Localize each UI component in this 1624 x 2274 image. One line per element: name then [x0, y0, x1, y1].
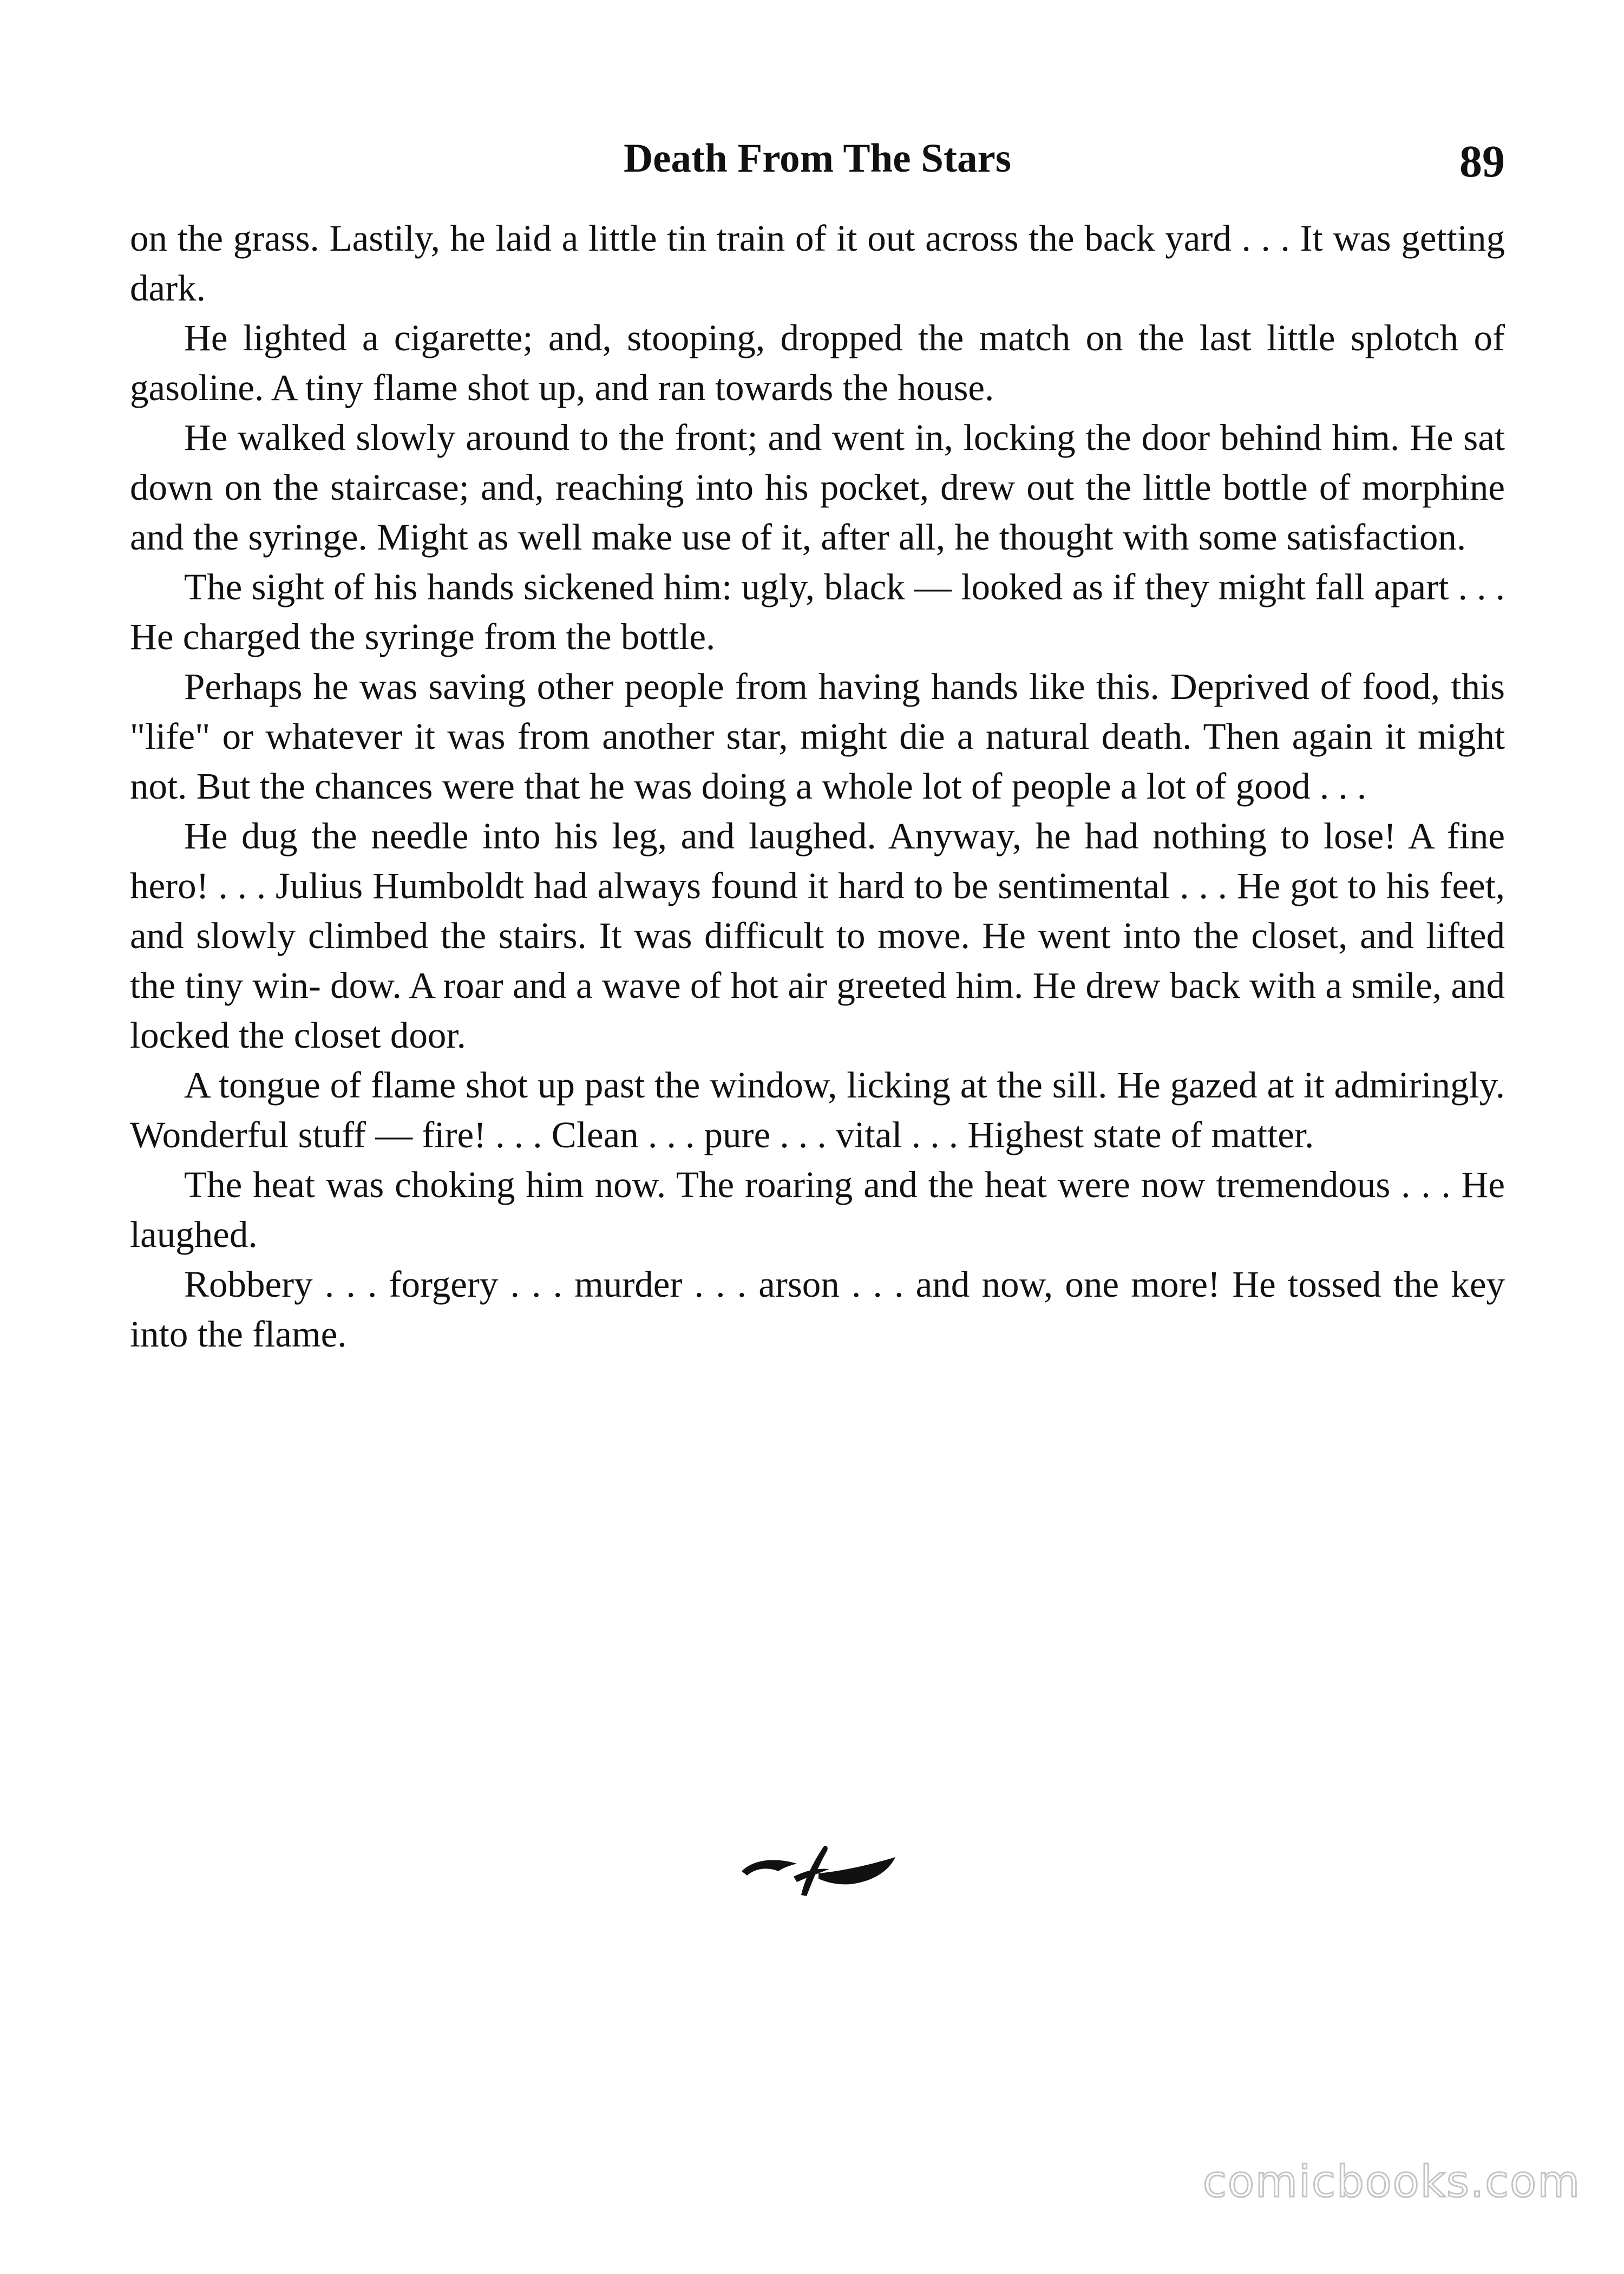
end-of-story-flourish-icon: [737, 1835, 900, 1900]
running-title: Death From The Stars: [624, 136, 1011, 181]
paragraph: He lighted a cigarette; and, stooping, dropped the match on the last little splotch of gasoline. A tiny flame shot up, and ran towards the house.: [130, 317, 1505, 408]
page-number: 89: [1459, 136, 1505, 187]
paragraph: He dug the needle into his leg, and laughed. Anyway, he had nothing to lose! A fine hero! . . . Julius Humboldt had always found it hard to be sentimental . . . He got to his feet, and slowly climbed the stairs. It was difficult to move. He went into the closet, and lifted the tiny win- dow. A roar and a wave of hot air greeted him. He drew back with a smile, and locked the closet door.: [130, 815, 1505, 1056]
paragraph: Robbery . . . forgery . . . murder . . . arson . . . and now, one more! He tossed the key into the flame.: [130, 1264, 1505, 1355]
watermark: comicbooks.com: [1202, 2157, 1581, 2207]
paragraph: Perhaps he was saving other people from having hands like this. Deprived of food, this "life" or whatever it was from another star, might die a natural death. Then again it might not. But the chances were that he was doing a whole lot of people a lot of good . . .: [130, 666, 1505, 807]
story-body: [130, 213, 1505, 1359]
paragraph: He walked slowly around to the front; and went in, locking the door behind him. He sat down on the staircase; and, reaching into his pocket, drew out the little bottle of morphine and the syringe. Might as well make use of it, after all, he thought with some satisfaction.: [130, 417, 1505, 558]
paragraph: on the grass. Lastily, he laid a little tin train of it out across the back yard . . . It was getting dark.: [130, 218, 1505, 309]
page-header: [130, 129, 1505, 194]
paragraph: The sight of his hands sickened him: ugly, black — looked as if they might fall apart . . . He charged the syringe from the bottle.: [130, 566, 1505, 657]
paragraph: A tongue of flame shot up past the window, licking at the sill. He gazed at it admiringly. Wonderful stuff — fire! . . . Clean . . . pure . . . vital . . . Highest state of matter.: [130, 1064, 1505, 1155]
paragraph: The heat was choking him now. The roaring and the heat were now tremendous . . . He laughed.: [130, 1164, 1505, 1255]
